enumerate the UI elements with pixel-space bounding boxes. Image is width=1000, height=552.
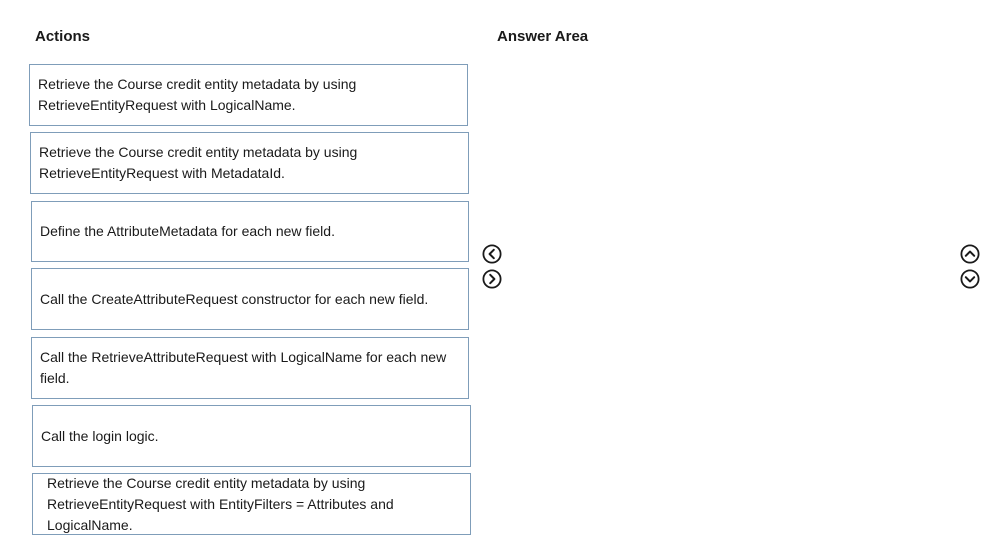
move-down-button[interactable] (960, 269, 980, 289)
action-item-3[interactable] (31, 201, 469, 262)
actions-heading: Actions (35, 28, 91, 45)
chevron-right-circle-icon (482, 269, 502, 289)
answer-area[interactable] (497, 58, 947, 536)
action-item-2[interactable] (30, 132, 469, 194)
chevron-up-circle-icon (960, 244, 980, 264)
chevron-left-circle-icon (482, 244, 502, 264)
action-item-1[interactable] (29, 64, 468, 126)
action-item-4[interactable] (31, 268, 469, 330)
action-item-text: Call the login logic. (41, 427, 159, 444)
action-item-5[interactable] (31, 337, 469, 399)
move-right-button[interactable] (482, 269, 502, 289)
action-item-text: Retrieve the Course credit entity metadata by using RetrieveEntityRequest with LogicalName. (38, 76, 357, 113)
action-item-text: Call the RetrieveAttributeRequest with LogicalName for each new field. (40, 349, 447, 386)
chevron-down-circle-icon (960, 269, 980, 289)
action-item-7[interactable] (32, 473, 471, 535)
action-item-text: Retrieve the Course credit entity metadata by using RetrieveEntityRequest with MetadataId. (39, 144, 358, 181)
move-left-button[interactable] (482, 244, 502, 264)
answer-area-heading: Answer Area (497, 28, 589, 45)
action-item-text: Call the CreateAttributeRequest constructor for each new field. (40, 290, 429, 307)
action-item-6[interactable] (32, 405, 471, 467)
action-item-text: Define the AttributeMetadata for each new field. (40, 223, 335, 239)
action-item-text: Retrieve the Course credit entity metadata by using RetrieveEntityRequest with EntityFilters = Attributes and LogicalName. (47, 474, 394, 533)
move-up-button[interactable] (960, 244, 980, 264)
